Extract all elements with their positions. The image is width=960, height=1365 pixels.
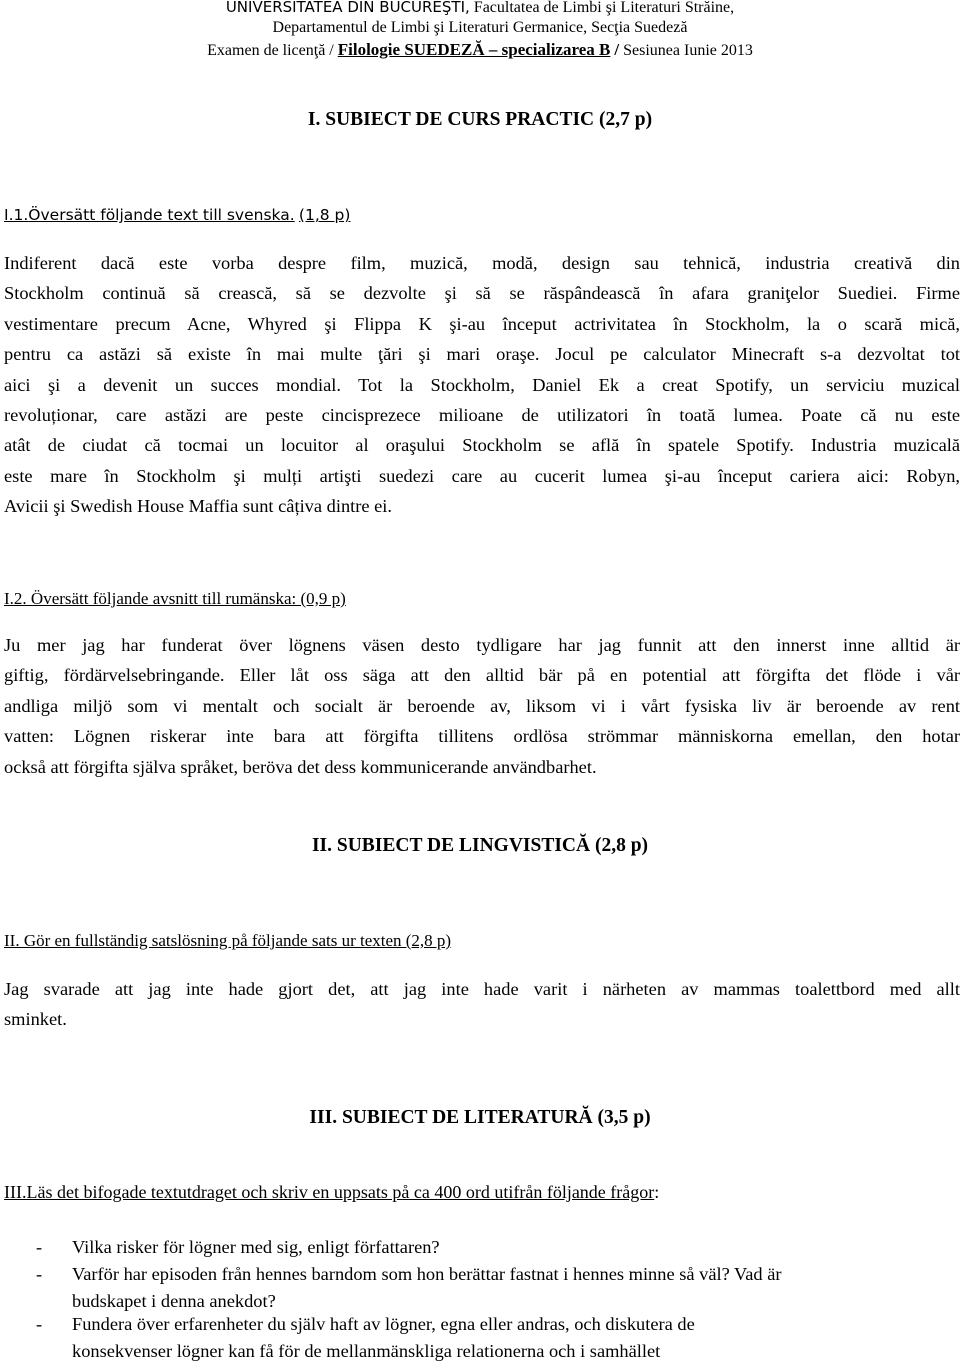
question-item [36,1311,936,1365]
text-line: Jag svarade att jag inte hade gjort det, att jag inte hade varit i närheten av mammas toalettbord med allt [4,979,960,999]
bullet-dash: - [36,1237,43,1257]
task-2-label: II. Gör en fullständig satslösning på följande sats ur texten (2,8 p) [4,931,452,950]
text-line: Indiferent dacă este vorba despre film, muzică, modă, design sau tehnică, industria creativă din [4,253,960,273]
exam-program: Filologie SUEDEZĂ – specializarea B [337,40,611,59]
task-3-instruction: III.Läs det bifogade textutdraget och skriv en uppsats på ca 400 ord utifrån följande frågor [4,1182,655,1202]
text-line: giftig, fördärvelsebringande. Eller låt oss säga att den alltid bär på en potential att förgifta det flöde i vår [4,665,960,686]
section-1-title: I. SUBIECT DE CURS PRACTIC (2,7 p) [307,109,653,130]
text-line: atât de ciudat că tocmai un locuitor al oraşului Stockholm se află în spatele Spotify. Industria muzicală [4,435,960,456]
text-line: andliga miljö som vi mentalt och socialt är beroende av, liksom vi i vårt fysiska liv är beroende av rent [4,695,960,716]
question-text-continued: konsekvenser lögner kan få för de mellanmänskliga relationerna och i samhället [72,1340,661,1361]
department-name: Departamentul de Limbi şi Literaturi Germanice, Secţia Suedeză [272,19,688,36]
task-3-colon: : [654,1182,660,1202]
header-separator: / [614,40,620,59]
question-text: Vilka risker för lögner med sig, enligt författaren? [72,1237,440,1257]
text-line: pentru ca astăzi să existe în mai multe ţări şi mari oraşe. Jocul pe calculator Minecraft s-a dezvoltat tot [4,344,960,365]
text-line: också att förgifta själva språket, beröva det dess kommunicerande användbarhet. [4,756,597,777]
task-1-1-label [4,204,960,226]
task-2-text [4,974,960,1035]
bullet-dash: - [36,1264,43,1284]
text-line: este mare în Stockholm şi mulți artişti suedezi care au cucerit lumea şi-au început cariera aici: Robyn, [4,465,960,486]
text-line: Ju mer jag har funderat över lögnens väsen desto tydligare har jag funnit att den innerst inne alltid är [4,635,960,655]
section-2-title: II. SUBIECT DE LINGVISTICĂ (2,8 p) [311,835,649,856]
section-3-title: III. SUBIECT DE LITERATURĂ (3,5 p) [309,1107,651,1128]
question-text-continued: budskapet i denna anekdot? [72,1290,276,1311]
task-1-1-instruction: Översätt följande text till svenska. [28,206,295,224]
exam-session: Sesiunea Iunie 2013 [623,42,753,59]
task-3-label [4,1181,960,1203]
question-text: Fundera över erfarenheter du själv haft av lögner, egna eller andras, och diskutera de [72,1314,695,1334]
question-item [36,1261,936,1314]
text-line: sminket. [4,1009,67,1030]
text-line: Avicii şi Swedish House Maffia sunt câțiva dintre ei. [4,496,392,517]
text-line: vatten: Lögnen riskerar inte bara att förgifta tillitens ordlösa strömmar människorna emellan, den hotar [4,726,960,747]
header-line-2 [0,18,960,37]
task-1-2-label: I.2. Översätt följande avsnitt till rumänska: (0,9 p) [4,589,346,608]
task-1-1-points: (1,8 p) [298,206,351,224]
text-line: aici şi a devenit un succes mondial. Tot la Stockholm, Daniel Ek a creat Spotify, un serviciu muzical [4,374,960,395]
task-1-1-number: I.1. [4,206,29,224]
task-1-1-text [4,248,960,522]
question-item [36,1234,936,1261]
text-line: revoluționar, care astăzi are peste cincisprezece milioane de utilizatori în toată lumea. Poate că nu este [4,404,960,425]
text-line: Stockholm continuă să crească, să se dezvolte şi să se răspândească în afara graniţelor Suediei. Firme [4,283,960,304]
university-name: UNIVERSITATEA DIN BUCUREŞTI, [225,0,470,16]
header-line-3 [0,40,960,60]
header-line-1 [0,0,960,17]
question-text: Varför har episoden från hennes barndom som hon berättar fastnat i hennes minne så väl? Vad är [72,1264,782,1284]
text-line: vestimentare precum Acne, Whyred şi Flippa K şi-au început actrivitatea în Stockholm, la o scară mică, [4,313,960,334]
task-1-2-text [4,630,960,782]
faculty-name: Facultatea de Limbi şi Literaturi Străine, [473,0,735,16]
exam-type: Examen de licenţă / [207,42,334,59]
bullet-dash: - [36,1314,43,1334]
